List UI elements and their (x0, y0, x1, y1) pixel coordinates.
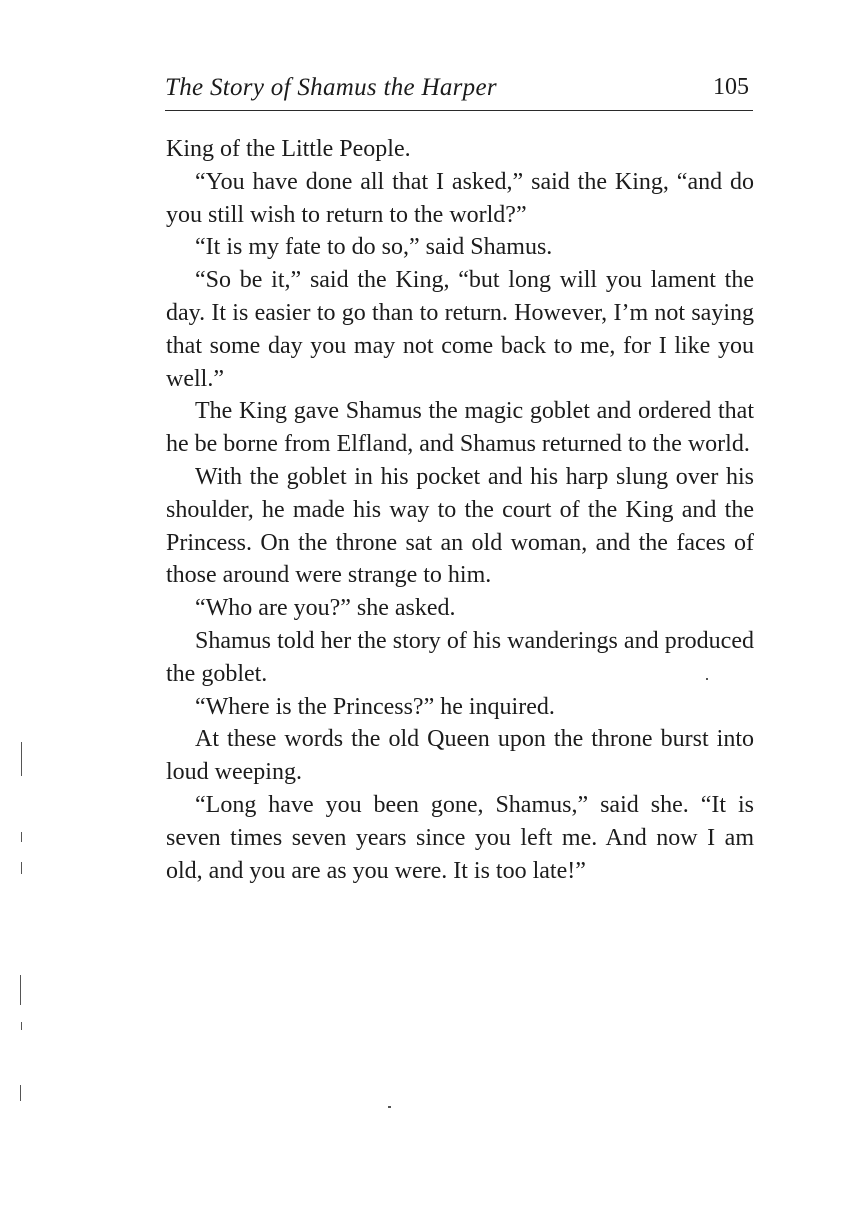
paragraph: “You have done all that I asked,” said the King, “and do you still wish to return to the world?” (166, 168, 754, 228)
paragraph: Shamus told her the story of his wanderings and produced the goblet. (166, 627, 754, 687)
scan-speck (21, 862, 22, 874)
paragraph: With the goblet in his pocket and his harp slung over his shoulder, he made his way to the court of the King and the Princess. On the throne sat an old woman, and the faces of those around were strange to him. (166, 463, 754, 589)
scan-speck (388, 1106, 391, 1108)
paragraph: “Who are you?” she asked. (195, 595, 456, 622)
scan-speck (21, 742, 22, 776)
scan-speck (20, 1085, 21, 1101)
body-text (166, 133, 754, 887)
scan-speck (21, 1022, 22, 1030)
scan-speck (706, 678, 708, 680)
running-head (165, 74, 751, 110)
paragraph: “Long have you been gone, Shamus,” said she. “It is seven times seven years since you left me. And now I am old, and you are as you were. It is too late!” (166, 791, 754, 884)
paragraph: “So be it,” said the King, “but long will you lament the day. It is easier to go than to return. However, I’m not saying that some day you may not come back to me, for I like you well.” (166, 267, 754, 392)
running-title: The Story of Shamus the Harper (165, 74, 497, 101)
paragraph: At these words the old Queen upon the throne burst into loud weeping. (166, 726, 754, 786)
paragraph: “Where is the Princess?” he inquired. (195, 693, 555, 720)
paragraph: The King gave Shamus the magic goblet and ordered that he be borne from Elfland, and Shamus returned to the world. (166, 398, 754, 458)
scan-speck (21, 832, 22, 842)
paragraph-continuation: King of the Little People. (166, 136, 411, 162)
scan-speck (20, 975, 21, 1005)
paragraph: “It is my fate to do so,” said Shamus. (195, 234, 553, 261)
page-number: 105 (713, 74, 749, 100)
header-rule (165, 110, 753, 111)
